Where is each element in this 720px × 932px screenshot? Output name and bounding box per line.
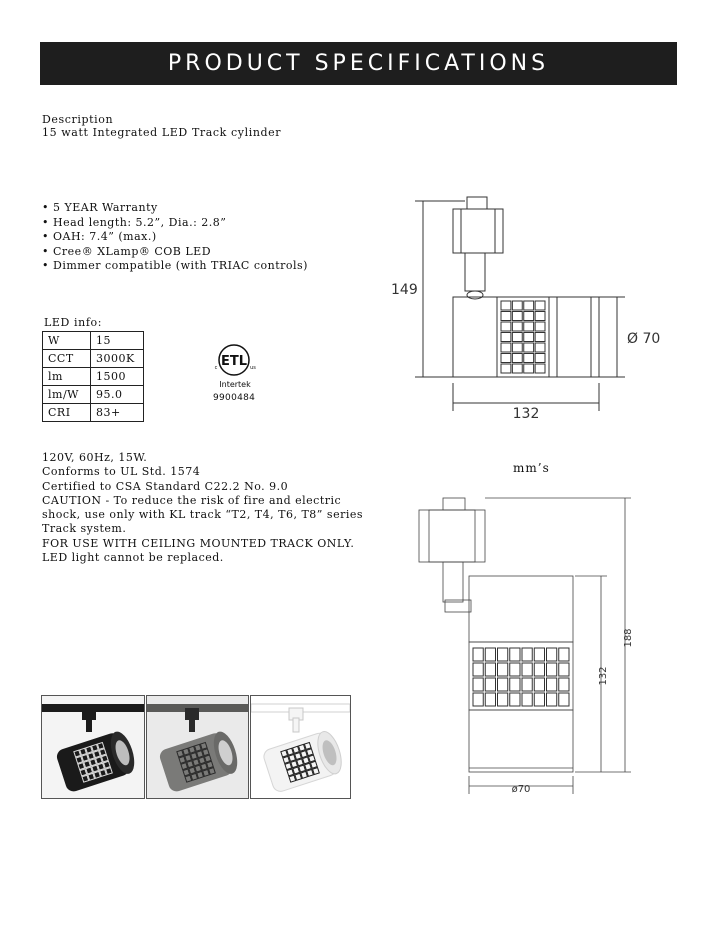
table-cell-key: lm/W	[43, 386, 91, 404]
table-cell-value: 15	[91, 332, 144, 350]
table-row	[43, 404, 144, 422]
track-light-white-image	[251, 696, 350, 798]
product-photo-white	[250, 695, 351, 799]
table-cell-value: 95.0	[91, 386, 144, 404]
table-row	[43, 386, 144, 404]
dim-side-diameter-label: ø70	[511, 784, 531, 795]
note-line: FOR USE WITH CEILING MOUNTED TRACK ONLY.	[42, 536, 355, 550]
description-text: 15 watt Integrated LED Track cylinder	[42, 126, 282, 139]
note-line: Conforms to UL Std. 1574	[42, 465, 201, 479]
table-cell-key: W	[43, 332, 91, 350]
etl-logo-us: us	[250, 365, 256, 371]
electrical-notes	[42, 451, 363, 565]
table-cell-value: 3000K	[91, 350, 144, 368]
description-label: Description	[42, 113, 114, 126]
certification-number: 9900484	[213, 393, 256, 403]
table-cell-key: CCT	[43, 350, 91, 368]
feature-item: • Head length: 5.2”, Dia.: 2.8”	[42, 216, 308, 231]
led-info-label: LED info:	[44, 316, 103, 329]
etl-logo-c: c	[214, 365, 218, 371]
note-line: 120V, 60Hz, 15W.	[42, 451, 148, 464]
header-banner	[40, 42, 677, 85]
dim-width-label: 132	[512, 406, 540, 422]
track-light-silver-image	[147, 696, 248, 798]
dimension-drawing-side	[405, 488, 655, 813]
feature-item: • Dimmer compatible (with TRIAC controls)	[42, 259, 308, 274]
note-line: CAUTION - To reduce the risk of fire and electric	[42, 493, 342, 507]
note-line: shock, use only with KL track “T2, T4, T6, T8” series	[42, 508, 364, 522]
product-photo-black	[41, 695, 145, 799]
units-label: mm’s	[513, 461, 550, 475]
note-line: Track system.	[42, 522, 127, 536]
feature-item: • OAH: 7.4” (max.)	[42, 230, 308, 245]
dim-body-label: 132	[598, 666, 609, 686]
page-title: PRODUCT SPECIFICATIONS	[167, 51, 550, 76]
track-light-black-image	[42, 696, 144, 798]
table-row	[43, 350, 144, 368]
table-cell-value: 83+	[91, 404, 144, 422]
dim-height-label: 149	[391, 282, 418, 298]
product-photo-silver	[146, 695, 249, 799]
table-row	[43, 368, 144, 386]
dim-diameter-label: Ø 70	[627, 331, 661, 347]
table-cell-key: lm	[43, 368, 91, 386]
table-row	[43, 332, 144, 350]
feature-item: • Cree® XLamp® COB LED	[42, 245, 308, 260]
table-cell-key: CRI	[43, 404, 91, 422]
dimension-drawing-front	[385, 185, 675, 425]
etl-logo-letters: ETL	[220, 354, 248, 369]
feature-item: • 5 YEAR Warranty	[42, 201, 308, 216]
dim-overall-label: 188	[623, 628, 634, 648]
feature-list	[42, 201, 308, 274]
table-cell-value: 1500	[91, 368, 144, 386]
note-line: Certified to CSA Standard C22.2 No. 9.0	[42, 479, 289, 493]
intertek-brand: Intertek	[219, 380, 251, 389]
led-info-table	[42, 331, 144, 422]
note-line: LED light cannot be replaced.	[42, 551, 224, 565]
